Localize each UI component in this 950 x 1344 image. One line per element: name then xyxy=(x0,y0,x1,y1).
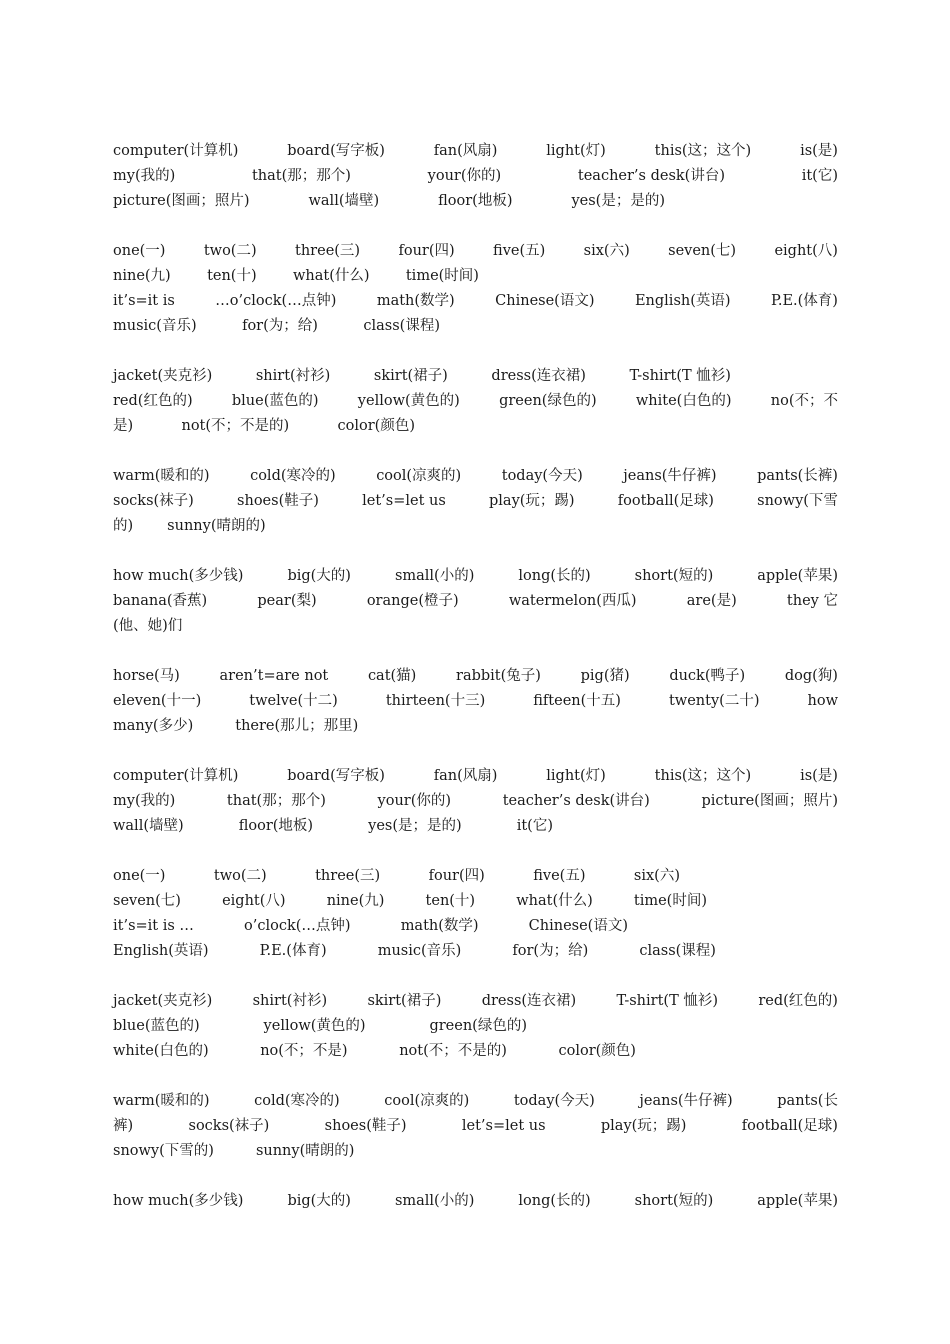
vocab-paragraph xyxy=(113,564,838,639)
vocab-word: green(绿色的) xyxy=(499,393,597,409)
vocab-word: no(不；不是) xyxy=(260,1043,348,1059)
vocab-word: big(大的) xyxy=(287,568,351,584)
vocab-word: music(音乐) xyxy=(113,318,197,334)
vocab-word: what(什么) xyxy=(292,268,370,284)
vocab-word: rabbit(兔子) xyxy=(456,668,541,684)
vocab-word: socks(袜子) xyxy=(188,1118,270,1134)
vocab-word: aren’t=are not xyxy=(219,668,329,684)
vocab-word: apple(苹果) xyxy=(757,1193,838,1209)
vocab-word: cool(凉爽的) xyxy=(376,468,462,484)
vocab-word: shirt(衬衫) xyxy=(252,993,328,1009)
vocab-word: picture(图画；照片) xyxy=(113,193,250,209)
vocab-line xyxy=(113,514,838,539)
vocab-word: football(足球) xyxy=(617,493,714,509)
vocab-word: class(课程) xyxy=(639,943,716,959)
document-page xyxy=(113,139,838,1239)
vocab-word: my(我的) xyxy=(113,168,176,184)
vocab-word: snowy(下雪的) xyxy=(113,1143,214,1159)
vocab-word: jacket(夹克衫) xyxy=(113,993,213,1009)
vocab-word: seven(七) xyxy=(113,893,181,909)
vocab-word: T-shirt(T 恤衫) xyxy=(616,993,719,1009)
vocab-word: wall(墙壁) xyxy=(308,193,380,209)
vocab-line xyxy=(113,1114,838,1139)
vocab-word: sunny(晴朗的) xyxy=(167,518,266,534)
vocab-word: four(四) xyxy=(398,243,455,259)
vocab-word: teacher’s desk(讲台) xyxy=(502,793,650,809)
vocab-line xyxy=(113,239,838,264)
vocab-word: eight(八) xyxy=(222,893,286,909)
vocab-word: warm(暖和的) xyxy=(113,468,210,484)
vocab-word: are(是) xyxy=(686,593,737,609)
vocab-word: twenty(二十) xyxy=(668,693,760,709)
vocab-paragraph xyxy=(113,764,838,839)
vocab-word: is(是) xyxy=(800,143,838,159)
vocab-word: blue(蓝色的) xyxy=(113,1018,200,1034)
vocab-word: thirteen(十三) xyxy=(385,693,486,709)
vocab-word: how much(多少钱) xyxy=(113,568,244,584)
vocab-word: that(那；那个) xyxy=(251,168,351,184)
vocab-word: shoes(鞋子) xyxy=(237,493,319,509)
vocab-word: no(不；不 xyxy=(770,393,838,409)
vocab-word: math(数学) xyxy=(400,918,479,934)
vocab-word: wall(墙壁) xyxy=(113,818,184,834)
vocab-line xyxy=(113,564,838,589)
vocab-line xyxy=(113,1089,838,1114)
vocab-paragraph xyxy=(113,139,838,214)
vocab-line xyxy=(113,889,707,914)
vocab-word: pants(长 xyxy=(777,1093,838,1109)
vocab-word: five(五) xyxy=(493,243,546,259)
vocab-word: sunny(晴朗的) xyxy=(255,1143,355,1159)
vocab-word: floor(地板) xyxy=(438,193,513,209)
vocab-word: one(一) xyxy=(113,243,166,259)
vocab-word: two(二) xyxy=(203,243,257,259)
vocab-line xyxy=(113,1039,636,1064)
vocab-word: eight(八) xyxy=(774,243,838,259)
vocab-word: eleven(十一) xyxy=(113,693,202,709)
vocab-word: twelve(十二) xyxy=(249,693,338,709)
vocab-word: football(足球) xyxy=(741,1118,838,1134)
vocab-word: …o’clock(…点钟) xyxy=(215,293,337,309)
vocab-word: pig(猪) xyxy=(580,668,630,684)
vocab-word: red(红色的) xyxy=(758,993,838,1009)
vocab-word: five(五) xyxy=(533,868,586,884)
vocab-word: this(这；这个) xyxy=(654,768,752,784)
vocab-word: light(灯) xyxy=(546,143,606,159)
vocab-word: snowy(下雪 xyxy=(757,493,838,509)
vocab-word: cool(凉爽的) xyxy=(384,1093,470,1109)
vocab-line xyxy=(113,764,838,789)
vocab-word: jeans(牛仔裤) xyxy=(639,1093,733,1109)
vocab-word: nine(九) xyxy=(113,268,171,284)
vocab-word: Chinese(语文) xyxy=(495,293,595,309)
vocab-line xyxy=(113,1014,527,1039)
vocab-word: warm(暖和的) xyxy=(113,1093,210,1109)
vocab-word: fan(风扇) xyxy=(433,143,498,159)
vocab-word: yes(是；是的) xyxy=(368,818,462,834)
vocab-word: one(一) xyxy=(113,868,166,884)
vocab-line xyxy=(113,264,479,289)
vocab-paragraph xyxy=(113,1189,838,1214)
vocab-line xyxy=(113,714,838,739)
vocab-word: six(六) xyxy=(633,868,680,884)
vocab-line xyxy=(113,164,838,189)
vocab-line xyxy=(113,789,838,814)
vocab-word: small(小的) xyxy=(394,1193,475,1209)
vocab-word: this(这；这个) xyxy=(654,143,752,159)
vocab-paragraph xyxy=(113,664,838,739)
vocab-word: dress(连衣裙) xyxy=(491,368,586,384)
vocab-word: (他、她)们 xyxy=(113,618,183,634)
vocab-word: yellow(黄色的) xyxy=(263,1018,366,1034)
vocab-word: socks(袜子) xyxy=(113,493,194,509)
vocab-word: it’s=it is … xyxy=(113,918,194,934)
vocab-line xyxy=(113,939,716,964)
vocab-word: for(为；给) xyxy=(512,943,589,959)
vocab-line xyxy=(113,489,838,514)
vocab-line xyxy=(113,189,665,214)
vocab-word: ten(十) xyxy=(207,268,257,284)
vocab-line xyxy=(113,664,838,689)
vocab-word: music(音乐) xyxy=(377,943,462,959)
vocab-paragraph xyxy=(113,989,838,1064)
vocab-word: it(它) xyxy=(801,168,838,184)
vocab-word: play(玩；踢) xyxy=(489,493,575,509)
vocab-word: fifteen(十五) xyxy=(533,693,621,709)
vocab-word: your(你的) xyxy=(377,793,452,809)
vocab-word: watermelon(西瓜) xyxy=(508,593,637,609)
vocab-line xyxy=(113,139,838,164)
vocab-word: apple(苹果) xyxy=(757,568,838,584)
vocab-word: computer(计算机) xyxy=(113,143,239,159)
vocab-word: two(二) xyxy=(213,868,267,884)
vocab-word: skirt(裙子) xyxy=(367,993,442,1009)
vocab-word: big(大的) xyxy=(287,1193,351,1209)
vocab-word: ten(十) xyxy=(425,893,476,909)
vocab-word: they 它 xyxy=(786,593,838,609)
vocab-word: pear(梨) xyxy=(257,593,317,609)
vocab-word: banana(香蕉) xyxy=(113,593,208,609)
vocab-word: seven(七) xyxy=(668,243,737,259)
vocab-word: green(绿色的) xyxy=(429,1018,527,1034)
vocab-word: today(今天) xyxy=(513,1093,595,1109)
vocab-word: today(今天) xyxy=(501,468,583,484)
vocab-word: small(小的) xyxy=(394,568,475,584)
vocab-word: color(颜色) xyxy=(337,418,415,434)
vocab-word: skirt(裙子) xyxy=(373,368,448,384)
vocab-line xyxy=(113,464,838,489)
vocab-line xyxy=(113,614,838,639)
vocab-line xyxy=(113,1139,838,1164)
vocab-line xyxy=(113,989,838,1014)
vocab-line xyxy=(113,364,731,389)
vocab-word: floor(地板) xyxy=(238,818,314,834)
vocab-word: many(多少) xyxy=(113,718,194,734)
vocab-word: short(短的) xyxy=(634,1193,714,1209)
vocab-word: play(玩；踢) xyxy=(600,1118,687,1134)
vocab-word: cat(猫) xyxy=(367,668,417,684)
vocab-word: four(四) xyxy=(428,868,485,884)
vocab-word: fan(风扇) xyxy=(433,768,498,784)
vocab-word: not(不；不是的) xyxy=(399,1043,507,1059)
vocab-word: it(它) xyxy=(516,818,553,834)
vocab-line xyxy=(113,864,680,889)
vocab-word: how xyxy=(807,693,838,709)
vocab-line xyxy=(113,389,838,414)
vocab-word: horse(马) xyxy=(113,668,180,684)
vocab-word: teacher’s desk(讲台) xyxy=(577,168,725,184)
vocab-word: yellow(黄色的) xyxy=(357,393,460,409)
vocab-word: time(时间) xyxy=(633,893,707,909)
vocab-word: pants(长裤) xyxy=(757,468,838,484)
vocab-word: P.E.(体育) xyxy=(771,293,838,309)
vocab-word: white(白色的) xyxy=(113,1043,209,1059)
vocab-word: for(为；给) xyxy=(242,318,318,334)
vocab-word: that(那；那个) xyxy=(226,793,326,809)
vocab-word: is(是) xyxy=(800,768,838,784)
vocab-word: long(长的) xyxy=(518,1193,591,1209)
vocab-word: 的) xyxy=(113,518,134,534)
vocab-word: long(长的) xyxy=(518,568,591,584)
vocab-line xyxy=(113,689,838,714)
vocab-line xyxy=(113,589,838,614)
vocab-line xyxy=(113,289,838,314)
vocab-word: red(红色的) xyxy=(113,393,193,409)
vocab-word: three(三) xyxy=(295,243,361,259)
vocab-word: how much(多少钱) xyxy=(113,1193,244,1209)
vocab-word: light(灯) xyxy=(546,768,606,784)
vocab-line xyxy=(113,314,440,339)
vocab-word: 裤) xyxy=(113,1118,134,1134)
vocab-word: there(那儿；那里) xyxy=(235,718,359,734)
vocab-word: what(什么) xyxy=(516,893,593,909)
vocab-word: orange(橙子) xyxy=(366,593,459,609)
vocab-word: six(六) xyxy=(583,243,630,259)
vocab-word: picture(图画；照片) xyxy=(701,793,838,809)
vocab-word: duck(鸭子) xyxy=(669,668,746,684)
vocab-word: computer(计算机) xyxy=(113,768,239,784)
vocab-paragraph xyxy=(113,364,838,439)
vocab-word: English(英语) xyxy=(113,943,209,959)
vocab-word: board(写字板) xyxy=(287,768,385,784)
vocab-word: short(短的) xyxy=(634,568,714,584)
vocab-line xyxy=(113,814,553,839)
vocab-word: dog(狗) xyxy=(784,668,838,684)
vocab-word: it’s=it is xyxy=(113,293,175,309)
vocab-word: jeans(牛仔裤) xyxy=(623,468,717,484)
vocab-word: yes(是；是的) xyxy=(571,193,665,209)
vocab-paragraph xyxy=(113,239,838,339)
vocab-line xyxy=(113,914,628,939)
vocab-word: nine(九) xyxy=(326,893,385,909)
vocab-paragraph xyxy=(113,464,838,539)
vocab-word: class(课程) xyxy=(363,318,440,334)
vocab-word: not(不；不是的) xyxy=(181,418,290,434)
vocab-word: P.E.(体育) xyxy=(259,943,327,959)
vocab-word: math(数学) xyxy=(376,293,455,309)
vocab-paragraph xyxy=(113,864,838,964)
vocab-word: jacket(夹克衫) xyxy=(113,368,213,384)
vocab-word: three(三) xyxy=(315,868,381,884)
vocab-word: my(我的) xyxy=(113,793,176,809)
vocab-word: dress(连衣裙) xyxy=(481,993,577,1009)
vocab-word: shirt(衬衫) xyxy=(255,368,331,384)
vocab-line xyxy=(113,414,415,439)
vocab-word: time(时间) xyxy=(405,268,479,284)
vocab-word: cold(寒冷的) xyxy=(254,1093,340,1109)
vocab-word: English(英语) xyxy=(634,293,731,309)
vocab-word: 是) xyxy=(113,418,134,434)
vocab-word: board(写字板) xyxy=(287,143,385,159)
vocab-word: blue(蓝色的) xyxy=(231,393,319,409)
vocab-word: white(白色的) xyxy=(635,393,732,409)
vocab-line xyxy=(113,1189,838,1214)
vocab-word: Chinese(语文) xyxy=(528,918,628,934)
vocab-word: o’clock(…点钟) xyxy=(244,918,351,934)
vocab-word: T-shirt(T 恤衫) xyxy=(629,368,731,384)
vocab-word: let’s=let us xyxy=(461,1118,546,1134)
vocab-paragraph xyxy=(113,1089,838,1164)
vocab-word: cold(寒冷的) xyxy=(250,468,336,484)
vocab-word: let’s=let us xyxy=(362,493,446,509)
vocab-word: color(颜色) xyxy=(558,1043,636,1059)
vocab-word: your(你的) xyxy=(427,168,502,184)
vocab-word: shoes(鞋子) xyxy=(324,1118,407,1134)
